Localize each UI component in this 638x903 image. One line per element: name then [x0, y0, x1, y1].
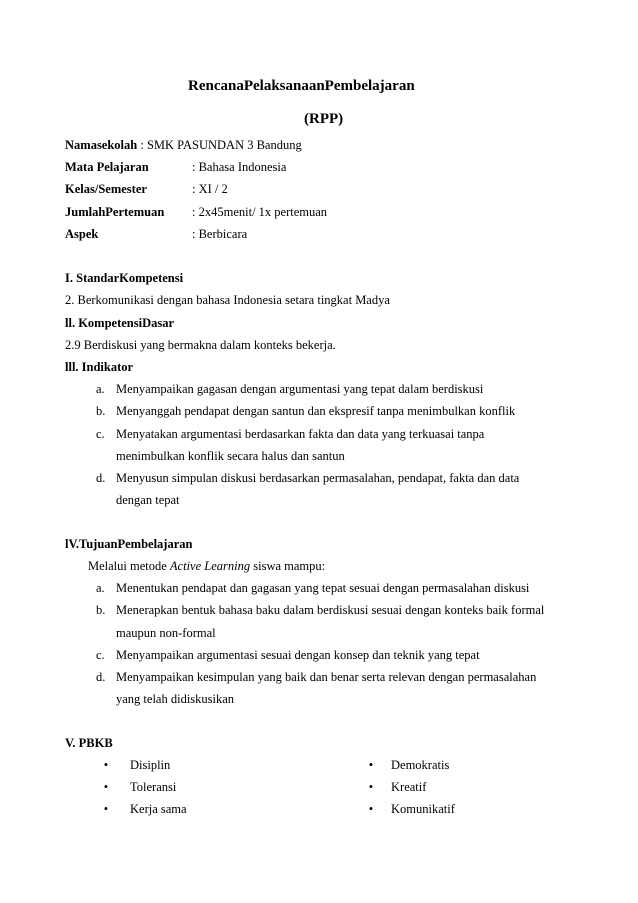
list-item-text: yang telah didiskusikan: [116, 692, 235, 706]
section-text: 2.9 Berdiskusi yang bermakna dalam konteks bekerja.: [65, 338, 336, 352]
school-value: : SMK PASUNDAN 3 Bandung: [137, 138, 302, 152]
bullet-icon: •: [368, 780, 374, 794]
document-title: RencanaPelaksanaanPembelajaran: [188, 78, 415, 94]
list-marker: b.: [96, 603, 106, 617]
meetings-label: JumlahPertemuan: [65, 205, 165, 219]
list-item-text: Menyampaikan kesimpulan yang baik dan benar serta relevan dengan permasalahan: [116, 670, 537, 684]
list-item-text: Menyanggah pendapat dengan santun dan ekspresif tanpa menimbulkan konflik: [116, 404, 516, 418]
list-marker: d.: [96, 471, 106, 485]
list-marker: c.: [96, 427, 105, 441]
section-heading: lll. Indikator: [65, 360, 134, 374]
list-item-text: Menyampaikan gagasan dengan argumentasi yang tepat dalam berdiskusi: [116, 382, 484, 396]
intro-text: siswa mampu:: [250, 559, 326, 573]
value-item: Komunikatif: [391, 802, 455, 816]
list-item-text: Menentukan pendapat dan gagasan yang tepat sesuai dengan permasalahan diskusi: [116, 581, 530, 595]
value-item: Disiplin: [130, 758, 171, 772]
list-item-text: Menyusun simpulan diskusi berdasarkan permasalahan, pendapat, fakta dan data: [116, 471, 520, 485]
document-subtitle: (RPP): [304, 111, 344, 127]
aspect-value: : Berbicara: [192, 227, 248, 241]
list-item-text: Menyampaikan argumentasi sesuai dengan konsep dan teknik yang tepat: [116, 648, 480, 662]
section-heading: ll. KompetensiDasar: [65, 316, 175, 330]
class-semester-value: : XI / 2: [192, 182, 228, 196]
list-item-text: dengan tepat: [116, 493, 180, 507]
bullet-icon: •: [368, 758, 374, 772]
value-item: Kerja sama: [130, 802, 187, 816]
intro-method: Active Learning: [169, 559, 251, 573]
subject-label: Mata Pelajaran: [65, 160, 149, 174]
list-item-text: menimbulkan konflik secara halus dan santun: [116, 449, 345, 463]
section-text: 2. Berkomunikasi dengan bahasa Indonesia setara tingkat Madya: [65, 293, 390, 307]
list-item-text: Menyatakan argumentasi berdasarkan fakta dan data yang terkuasai tanpa: [116, 427, 485, 441]
list-marker: b.: [96, 404, 106, 418]
list-item-text: maupun non-formal: [116, 626, 216, 640]
value-item: Kreatif: [391, 780, 427, 794]
subject-value: : Bahasa Indonesia: [192, 160, 287, 174]
value-item: Toleransi: [130, 780, 177, 794]
school-row: [65, 137, 302, 153]
list-marker: d.: [96, 670, 106, 684]
class-semester-label: Kelas/Semester: [65, 182, 147, 196]
list-marker: a.: [96, 581, 105, 595]
bullet-icon: •: [103, 802, 109, 816]
bullet-icon: •: [368, 802, 374, 816]
section-intro: [88, 558, 325, 574]
intro-text: Melalui metode: [88, 559, 170, 573]
bullet-icon: •: [103, 780, 109, 794]
list-item-text: Menerapkan bentuk bahasa baku dalam berdiskusi sesuai dengan konteks baik formal: [116, 603, 545, 617]
value-item: Demokratis: [391, 758, 450, 772]
meetings-value: : 2x45menit/ 1x pertemuan: [192, 205, 328, 219]
section-heading: lV.TujuanPembelajaran: [65, 537, 193, 551]
school-label: Namasekolah: [65, 138, 138, 152]
list-marker: a.: [96, 382, 105, 396]
section-heading: I. StandarKompetensi: [65, 271, 184, 285]
bullet-icon: •: [103, 758, 109, 772]
aspect-label: Aspek: [65, 227, 99, 241]
list-marker: c.: [96, 648, 105, 662]
section-heading: V. PBKB: [65, 736, 113, 750]
